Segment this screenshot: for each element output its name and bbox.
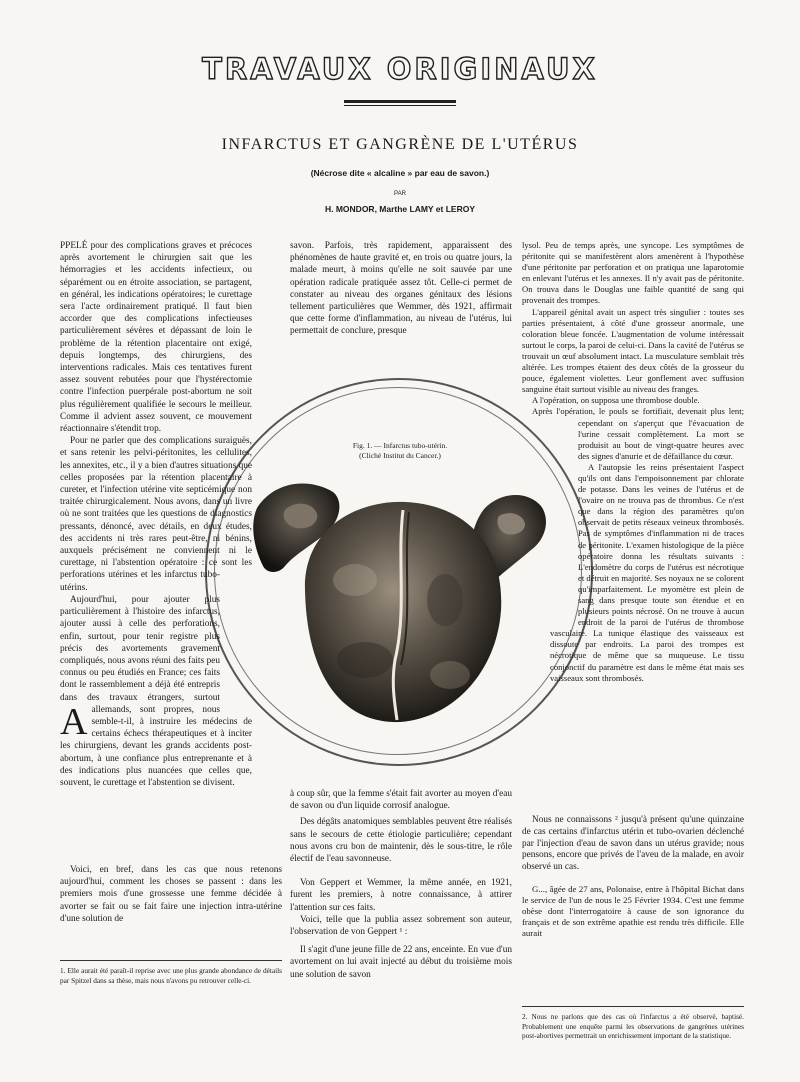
column-2-top [290, 240, 512, 338]
paragraph: Après l'opération, le pouls se fortifiait, devenait plus lent; cependant on s'aperçut que l'évacuation de l'urine cessait complètement. La mort se produisit au bout de vingt-quatre heures avec des signes d'anurie et de défaillance du cœur. [532, 406, 744, 461]
paragraph: A l'opération, on supposa une thrombose double. [532, 395, 700, 406]
footnote-1: 1. Elle aurait été paraît-il reprise avec une plus grande abondance de détails par Spitzel dans sa thèse, mais nous n'avons pu retrouver celle-ci. [60, 966, 282, 985]
footnote-2: 2. Nous ne parlons que des cas où l'infarctus a été observé, baptisé. Probablement une enquête parmi les observations de gangrènes utérines post-abortives permettrait un enrichissement important de la statistique. [522, 1012, 744, 1040]
uterus-photograph [245, 470, 555, 735]
drop-cap: A [60, 701, 88, 743]
paragraph: Voici, telle que la publia assez sobrement son auteur, l'observation de von Geppert ¹ : [290, 914, 512, 938]
figure-caption-credit: (Cliché Institut du Cancer.) [359, 451, 441, 460]
paragraph: L'appareil génital avait un aspect très singulier : toutes ses parties présentaient, à côté d'une grosseur anormale, une coloration bleue foncée. L'augmentation de volume intéressait surtout le corps, la paroi de celui-ci. Dans la cavité de l'utérus se trouvait un œuf absolument intact. La musculature semblait très altérée. Les trompes étaient des deux côtés de la grosseur du pouce, également violettes. Leur gonflement avec suffusion sanguine était surtout visible au niveau des franges. [522, 306, 744, 395]
column-2-bottom [290, 788, 512, 981]
footnote-rule [60, 960, 282, 961]
paragraph: Pour ne parler que des complications suraiguës, et sans retenir les pelvi-péritonites, les cellulites, les annexites, etc., il y a bien d'autres situations que celles proposées par la rétention placentaire à cureter, et l'infection utérine vite septicémique non traitée chirurgicalement. Nous avons, dans un livre où ne sont traitées que les questions de diagnostics pressants, dénoncé, avec détails, en deux études, des accidents ni très rares peut-être, ni bénins, auxquels précisément ne conviennent ni le curettage, ni l'abstention opératoire : ce sont les perforations utérines et les infarctus tubo-utérins. [60, 436, 252, 593]
column-1-bottom [60, 864, 282, 925]
paragraph: A l'autopsie les reins présentaient l'aspect qu'ils ont dans l'empoisonnement par chlorate de potasse. Dans les veines de l'utérus et de l'ovaire on ne trouva pas de thrombus. Ce n'est que dans la région des paramètres qu'on observait de petits réseaux veineux thrombosés. Pas de symptômes d'inflammation ni de traces de péritonite. L'examen histologique de la pièce opératoire donna les résultats suivants : L'endomètre du corps de l'utérus est nécrotique et détruit en majorité. Ses noyaux ne se colorent qu'imparfaitement. Le myomètre est plein de sang dans presque toute son étendue et en plusieurs points nécrosé. On ne trouve à aucun endroit de la paroi de l'utérus de thrombose vasculaire. La tunique élastique des vaisseaux est dissoute par endroits. La paroi des trompes est nécrotique de même que sa muqueuse. Le tissu conjonctif du paramètre est dans le même état mais ses vaisseaux sont thrombosés. [550, 461, 744, 683]
header-rule [344, 100, 456, 103]
column-1 [60, 240, 282, 835]
paragraph: Aujourd'hui, pour ajouter plus particulièrement à l'histoire des infarctus, ajouter aussi à celle des perforations, enfin, surtout, pour tenir registre plus précis des avortements gravement compliqués, nous avons réuni des faits peu connus ou peu étudiés en France; ces faits dont le rassemblement a déjà été entrepris dans des travaux étrangers, surtout allemands, sont propres, nous semble-t-il, à instruire les médecins de certains échecs thérapeutiques et à inciter les chirurgiens, devant les grands accidents post-abortum, à une confiance plus entreprenante et à des indications plus nuancées que celles que, souvent, le curettage et l'abstention se divisent. [60, 594, 252, 788]
paragraph: à coup sûr, que la femme s'était fait avorter au moyen d'eau de savon ou d'un liquide corrosif analogue. [290, 789, 512, 812]
paragraph: A PPELÉ pour des complications graves et précoces après avortement le chirurgien sait que les hémorragies et les accidents infectieux, ou séparément ou en étroite association, se partagent, en général, les indications opératoires; le curettage sera l'acte ordinairement pratiqué. Il faut bien accorder que des complications infectieuses particulièrement sévères et dépassant de loin le problème de la rétention placentaire ont exigé, depuis longtemps, des chirurgiens, des interventions radicales. Mais ces tentatives furent assez souvent rebutées pour que l'hystérectomie contre l'infection puerpérale post-abortum ne soit plus régulièrement qualifiée le secours le meilleur. Comme il advient assez souvent, ce mouvement réactionnaire s'étendit trop. [60, 241, 252, 743]
column-3 [522, 240, 744, 760]
authors: H. MONDOR, Marthe LAMY et LEROY [324, 204, 476, 214]
paragraph: Il s'agit d'une jeune fille de 22 ans, enceinte. En vue d'un avortement on lui avait injecté au début du troisième mois une solution de savon [290, 945, 512, 980]
figure-caption-title: Fig. 1. — Infarctus tubo-utérin. [352, 441, 448, 450]
column-3-bottom [522, 815, 744, 939]
paragraph: lysol. Peu de temps après, une syncope. Les symptômes de péritonite qui se manifestèrent alors amenèrent à l'hypothèse d'une péritonite par perforation et on pratiqua une laparotomie en enlevant l'utérus et les annexes. Il n'y avait pas de péritonite. On trouva dans le Douglas une faible quantité de sang qui provenait des trompes. [522, 240, 744, 306]
paragraph: Des dégâts anatomiques semblables peuvent être réalisés sans le secours de cette étiologie particulière; cependant nous avons cru bon de maintenir, dès le sous-titre, le rôle électif de l'eau savonneuse. [290, 817, 512, 865]
article-title: INFARCTUS ET GANGRÈNE DE L'UTÉRUS [221, 136, 579, 153]
footnote-rule [522, 1006, 744, 1007]
paragraph: Nous ne connaissons ² jusqu'à présent qu'une quinzaine de cas certains d'infarctus utérin et tubo-ovarien déclenché par l'injection d'eau de savon dans un utérus gravide; nous pensons, encore que privés de l'aveu de la malade, en avoir observé un cas. [522, 815, 744, 873]
paragraph: Voici, en bref, dans les cas que nous retenons aujourd'hui, comment les choses se passent : dans les premiers mois d'une grossesse une femme décidée à avorter se fait ou se fait faire une injection intra-utérine d'une solution de [60, 865, 282, 924]
paragraph: Von Geppert et Wemmer, la même année, en 1921, furent les premiers, à notre connaissance, à attirer l'attention sur ces faits. [290, 878, 512, 913]
article-subtitle: (Nécrose dite « alcaline » par eau de savon.) [310, 168, 490, 178]
header-rule-thin [344, 105, 456, 106]
section-header: TRAVAUX ORIGINAUX [202, 52, 598, 86]
byline-par: PAR [394, 191, 406, 197]
paragraph: G..., âgée de 27 ans, Polonaise, entre à l'hôpital Bichat dans le service de l'un de nous le 25 Février 1934. C'est une femme obèse dont l'interrogatoire à cause de son ignorance du français et de son extrême apathie est rendu très difficile. Elle aurait [522, 883, 744, 938]
paragraph: savon. Parfois, très rapidement, apparaissent des phénomènes de haute gravité et, en trois ou quatre jours, la malade meurt, à moins qu'elle ne soit sauvée par une opération radicale pratiquée assez tôt. Celle-ci permet de constater au niveau des organes génitaux des lésions tellement particulières que Wemmer, dès 1921, affirmait que cette forme d'inflammation, au niveau de l'utérus, lui permettait de conclure, presque [290, 241, 512, 337]
